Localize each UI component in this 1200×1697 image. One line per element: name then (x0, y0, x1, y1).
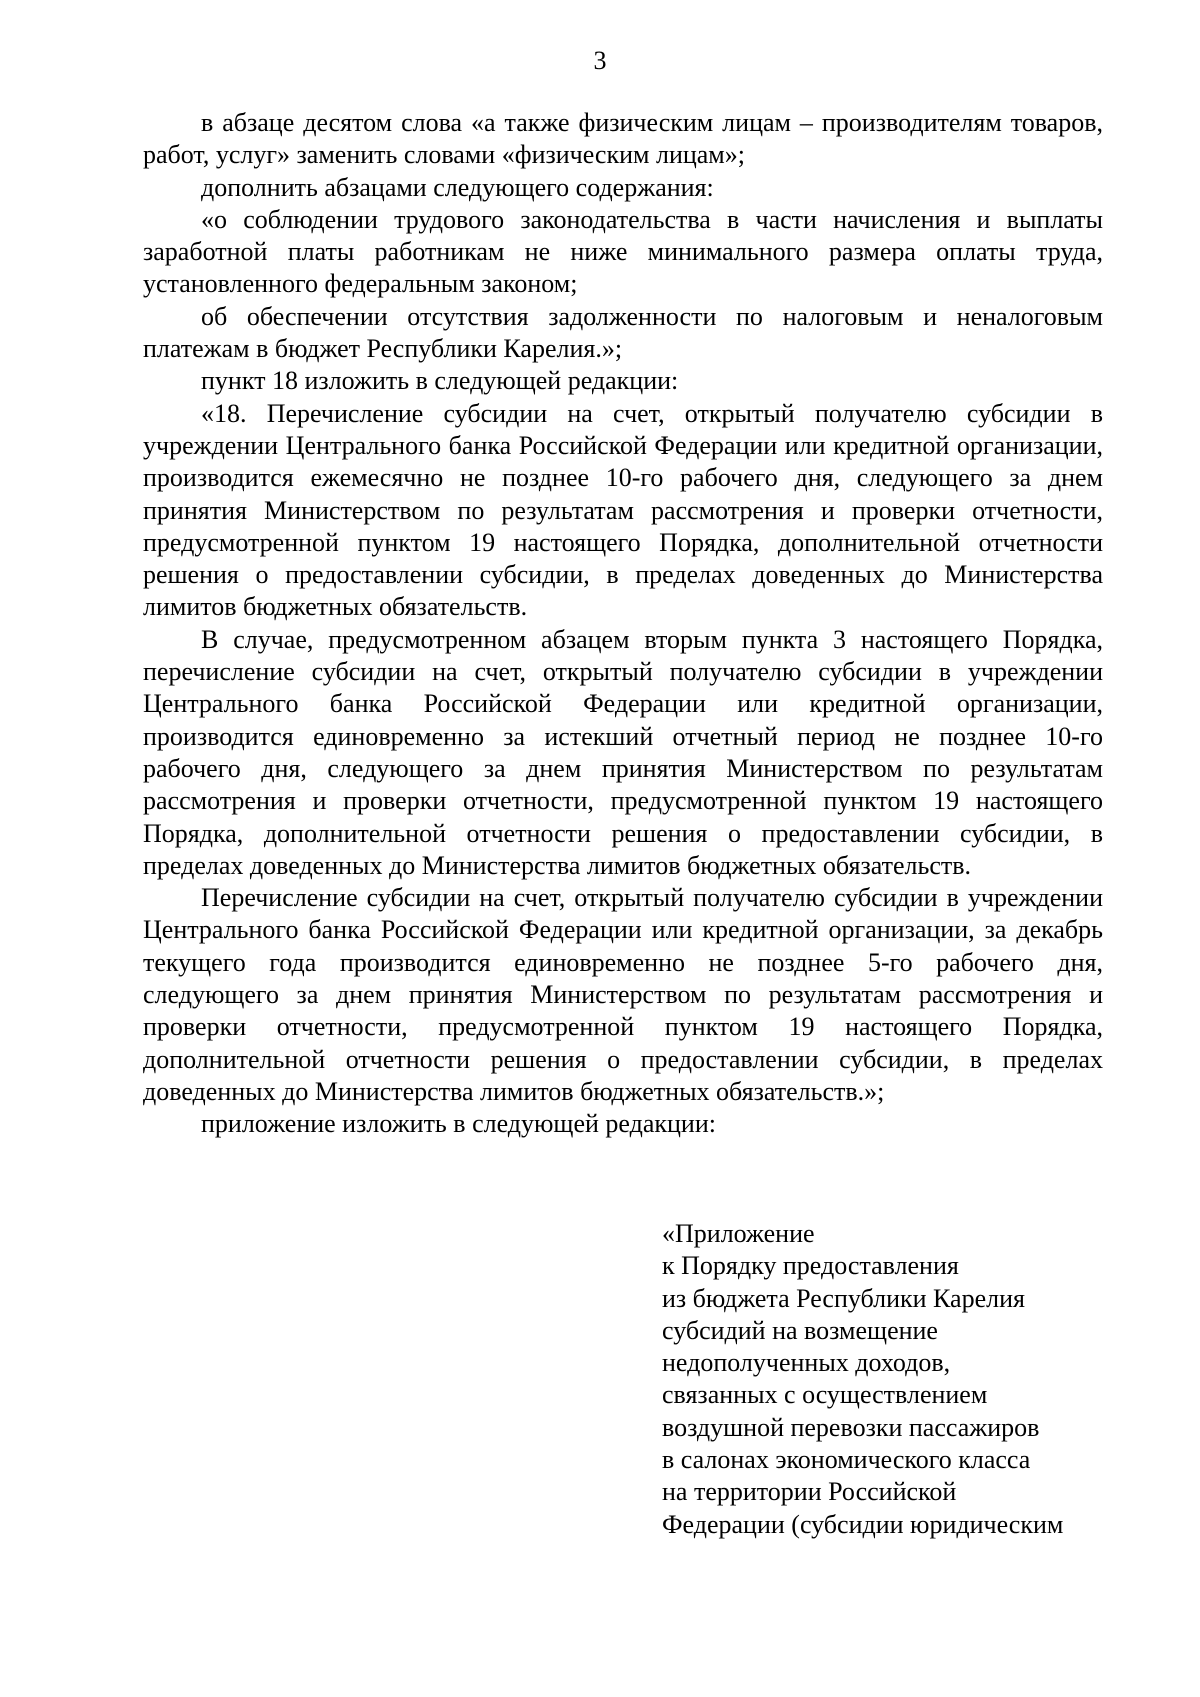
appendix-line: недополученных доходов, (662, 1348, 951, 1378)
document-body (143, 107, 1103, 1141)
paragraph: «о соблюдении трудового законодательства в части начисления и выплаты заработной платы работникам не ниже минимального размера оплаты труда, установленного федеральным законом; (143, 204, 1103, 299)
appendix-line: воздушной перевозки пассажиров (662, 1412, 1040, 1442)
page-number: 3 (593, 46, 607, 75)
appendix-header (662, 1218, 1142, 1541)
paragraph: дополнить абзацами следующего содержания: (201, 172, 714, 202)
paragraph: В случае, предусмотренном абзацем вторым пункта 3 настоящего Порядка, перечисление субсидии на счет, открытый получателю субсидии в учреждении Центрального банка Российской Федерации или кредитной организации, производится единовременно за истекший отчетный период не позднее 10-го рабочего дня, следующего за днем принятия Министерством по результатам рассмотрения и проверки отчетности, предусмотренной пунктом 19 настоящего Порядка, дополнительной отчетности решения о предоставлении субсидии, в пределах доведенных до Министерства лимитов бюджетных обязательств. (143, 624, 1103, 880)
appendix-line: в салонах экономического класса (662, 1445, 1031, 1475)
paragraph: в абзаце десятом слова «а также физическим лицам – производителям товаров, работ, услуг» заменить словами «физическим лицам»; (143, 108, 1103, 170)
appendix-line: субсидий на возмещение (662, 1315, 938, 1345)
paragraph: «18. Перечисление субсидии на счет, открытый получателю субсидии в учреждении Центрального банка Российской Федерации или кредитной организации, производится ежемесячно не позднее 10-го рабочего дня, следующего за днем принятия Министерством по результатам рассмотрения и проверки отчетности, предусмотренной пунктом 19 настоящего Порядка, дополнительной отчетности решения о предоставлении субсидии, в пределах доведенных до Министерства лимитов бюджетных обязательств. (143, 398, 1103, 622)
appendix-line: из бюджета Республики Карелия (662, 1283, 1025, 1313)
paragraph: об обеспечении отсутствия задолженности по налоговым и неналоговым платежам в бюджет Республики Карелия.»; (143, 301, 1103, 364)
paragraph: пункт 18 изложить в следующей редакции: (201, 366, 679, 396)
appendix-line: к Порядку предоставления (662, 1251, 959, 1281)
appendix-line: «Приложение (662, 1219, 815, 1248)
appendix-line: на территории Российской (662, 1477, 957, 1507)
appendix-line: связанных с осуществлением (662, 1380, 988, 1410)
appendix-line: Федерации (субсидии юридическим (662, 1509, 1064, 1539)
paragraph: Перечисление субсидии на счет, открытый получателю субсидии в учреждении Центрального банка Российской Федерации или кредитной организации, за декабрь текущего года производится единовременно не позднее 5-го рабочего дня, следующего за днем принятия Министерством по результатам рассмотрения и проверки отчетности, предусмотренной пунктом 19 настоящего Порядка, дополнительной отчетности решения о предоставлении субсидии, в пределах доведенных до Министерства лимитов бюджетных обязательств.»; (143, 883, 1103, 1106)
paragraph: приложение изложить в следующей редакции: (201, 1109, 716, 1139)
